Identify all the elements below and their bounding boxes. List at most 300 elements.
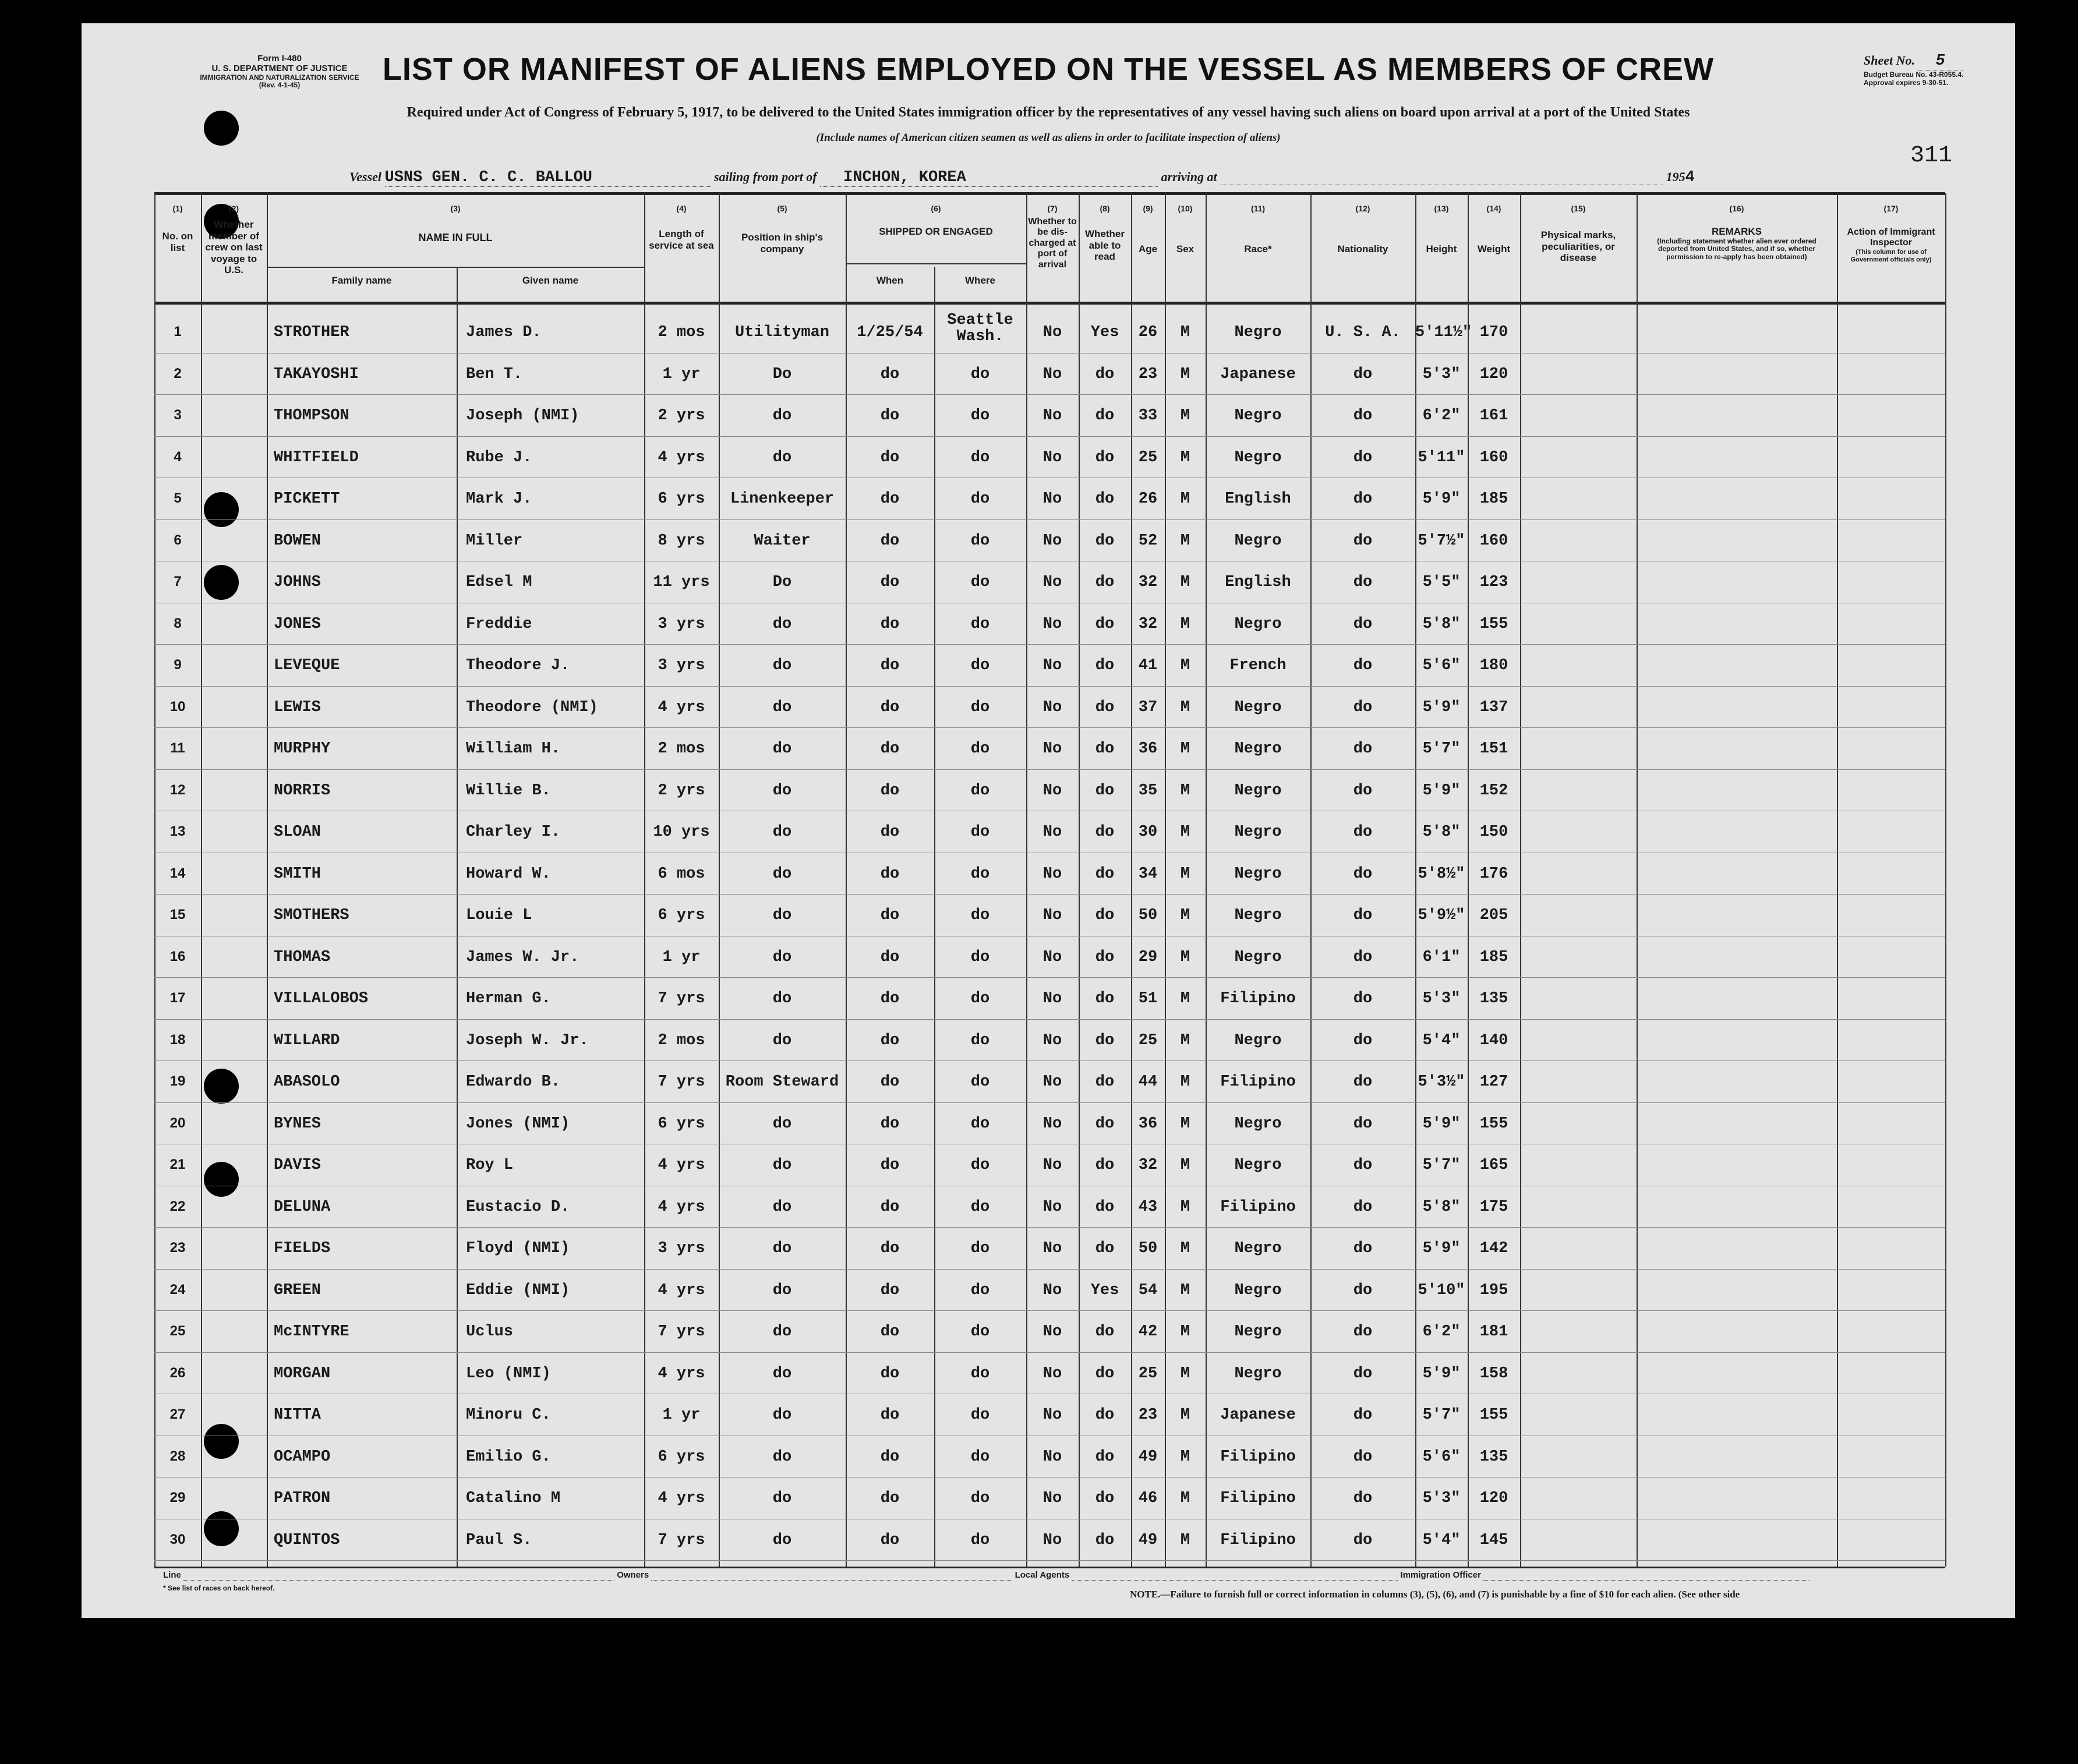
cell-length: 6 yrs — [658, 907, 705, 924]
cell-discharged: No — [1042, 1281, 1062, 1299]
cell-read: do — [1095, 407, 1115, 425]
cell-given: Paul S. — [466, 1531, 532, 1549]
cell-length: 1 yr — [662, 1406, 701, 1424]
cell-discharged: No — [1042, 574, 1062, 591]
cell-read: do — [1095, 1157, 1115, 1174]
cell-no: 11 — [170, 740, 185, 756]
cell-discharged: No — [1042, 1364, 1062, 1383]
cell-when: do — [880, 1240, 900, 1257]
cell-no: 16 — [169, 948, 186, 964]
cell-discharged: No — [1042, 1198, 1062, 1216]
cell-nationality: do — [1353, 1406, 1373, 1424]
cell-no: 15 — [169, 907, 186, 922]
cell-read: do — [1095, 365, 1115, 383]
cell-where: do — [970, 740, 990, 758]
row-rule — [154, 1227, 1945, 1228]
col6-header — [846, 204, 1026, 238]
cell-race: Filipino — [1220, 1073, 1296, 1091]
col-label: Action of Immigrant Inspector — [1847, 227, 1935, 248]
cell-sex: M — [1180, 532, 1190, 550]
cell-no: 30 — [169, 1531, 186, 1547]
cell-length: 2 mos — [658, 324, 705, 341]
cell-sex: M — [1180, 615, 1190, 633]
cell-length: 6 yrs — [658, 1115, 705, 1133]
cell-when: do — [880, 657, 900, 674]
cell-when: do — [880, 532, 900, 550]
cell-position: do — [772, 1448, 792, 1466]
cell-given: James W. Jr. — [466, 948, 579, 966]
cell-when: do — [880, 990, 900, 1008]
cell-family: THOMPSON — [274, 407, 349, 425]
cell-sex: M — [1180, 1240, 1190, 1257]
cell-when: do — [880, 907, 900, 924]
col-label: Age — [1138, 243, 1158, 255]
row-rule — [154, 769, 1945, 770]
page-number: 311 — [1910, 143, 1953, 169]
punch-hole — [204, 1069, 239, 1104]
cell-when: do — [880, 948, 900, 966]
col10-header — [1165, 204, 1206, 255]
cell-given: Howard W. — [466, 865, 551, 883]
cell-no: 17 — [169, 990, 186, 1006]
cell-no: 23 — [169, 1240, 186, 1256]
cell-read: do — [1095, 698, 1115, 716]
cell-given: James D. — [466, 324, 542, 341]
cell-given: Roy L — [466, 1157, 514, 1174]
cell-weight: 120 — [1479, 1490, 1508, 1507]
cell-family: BOWEN — [274, 532, 321, 550]
cell-given: Jones (NMI) — [466, 1115, 570, 1133]
cell-race: French — [1229, 657, 1287, 674]
cell-weight: 205 — [1479, 907, 1508, 924]
cell-length: 6 mos — [658, 865, 705, 883]
cell-position: do — [772, 782, 792, 800]
year-prefix: 195 — [1666, 169, 1685, 184]
cell-nationality: do — [1353, 907, 1373, 924]
cell-race: Negro — [1234, 1031, 1282, 1049]
service: IMMIGRATION AND NATURALIZATION SERVICE — [200, 73, 359, 82]
cell-sex: M — [1180, 1157, 1190, 1174]
col-label: Whether to be dis-charged at port of arrival — [1028, 217, 1077, 270]
cell-length: 1 yr — [662, 365, 701, 383]
col2-header — [201, 204, 267, 276]
cell-discharged: No — [1042, 365, 1062, 383]
cell-position: do — [772, 1031, 792, 1049]
vessel-line — [349, 169, 1980, 187]
cell-where: do — [970, 407, 990, 425]
cell-position: do — [772, 1240, 792, 1257]
cell-when: do — [880, 1490, 900, 1507]
cell-read: Yes — [1090, 324, 1119, 341]
col-number: (5) — [777, 204, 787, 213]
cell-no: 19 — [169, 1073, 186, 1089]
col-note: (Including statement whether alien ever ordered deported from United States, and if so, whether permission to re-apply has been obtained) — [1657, 236, 1817, 261]
cell-discharged: No — [1042, 698, 1062, 716]
cell-given: Minoru C. — [466, 1406, 551, 1424]
col-number: (7) — [1047, 204, 1058, 213]
cell-position: do — [772, 657, 792, 674]
cell-family: SMOTHERS — [274, 907, 349, 924]
cell-sex: M — [1180, 1531, 1190, 1549]
cell-race: English — [1225, 490, 1291, 508]
punch-hole — [204, 492, 239, 527]
cell-family: DELUNA — [274, 1198, 331, 1216]
cell-read: do — [1095, 490, 1115, 508]
cell-height: 5'10" — [1418, 1281, 1465, 1299]
col1-header — [154, 204, 201, 253]
cell-when: do — [880, 698, 900, 716]
revision: (Rev. 4-1-45) — [259, 81, 301, 90]
cell-nationality: do — [1353, 1031, 1373, 1049]
cell-when: do — [880, 615, 900, 633]
cell-weight: 158 — [1479, 1364, 1508, 1383]
cell-height: 5'4" — [1422, 1531, 1461, 1549]
cell-family: TAKAYOSHI — [274, 365, 359, 383]
cell-where: do — [970, 1323, 990, 1341]
cell-position: Do — [772, 365, 792, 383]
cell-read: do — [1095, 907, 1115, 924]
cell-age: 50 — [1138, 907, 1158, 924]
cell-length: 2 yrs — [658, 407, 705, 425]
col11-header — [1206, 204, 1310, 255]
cell-discharged: No — [1042, 1240, 1062, 1257]
cell-discharged: No — [1042, 740, 1062, 758]
cell-length: 4 yrs — [658, 1281, 705, 1299]
cell-position: Room Steward — [725, 1073, 839, 1091]
col-label: Weight — [1477, 243, 1511, 255]
cell-read: do — [1095, 532, 1115, 550]
cell-given: Floyd (NMI) — [466, 1240, 570, 1257]
cell-read: do — [1095, 1364, 1115, 1383]
cell-where: do — [970, 1198, 990, 1216]
punch-hole — [204, 1424, 239, 1459]
cell-given: Willie B. — [466, 782, 551, 800]
cell-weight: 137 — [1479, 698, 1508, 716]
cell-age: 36 — [1138, 1115, 1158, 1133]
col-label: Physical marks, peculiarities, or disease — [1540, 229, 1616, 264]
cell-height: 5'8" — [1422, 615, 1461, 633]
col3-header — [267, 204, 644, 244]
arriving-port — [1220, 169, 1663, 185]
cell-height: 5'6" — [1422, 1448, 1461, 1466]
owners-field — [651, 1570, 1012, 1581]
cell-no: 20 — [169, 1115, 186, 1131]
cell-height: 5'8" — [1422, 823, 1461, 841]
punch-hole — [204, 1162, 239, 1197]
col-label: No. on list — [162, 231, 193, 253]
cell-height: 5'8½" — [1418, 865, 1465, 883]
sailing-port: INCHON, KOREA — [820, 169, 1158, 187]
cell-where: do — [970, 490, 990, 508]
cell-family: PATRON — [274, 1490, 331, 1507]
col-label: NAME IN FULL — [418, 232, 493, 244]
cell-race: Negro — [1234, 865, 1282, 883]
cell-weight: 195 — [1479, 1281, 1508, 1299]
cell-position: do — [772, 823, 792, 841]
cell-age: 46 — [1138, 1490, 1158, 1507]
col-label: Nationality — [1337, 243, 1388, 255]
cell-nationality: do — [1353, 365, 1373, 383]
cell-family: LEVEQUE — [274, 657, 340, 674]
cell-discharged: No — [1042, 865, 1062, 883]
cell-age: 44 — [1138, 1073, 1158, 1091]
cell-race: Negro — [1234, 1240, 1282, 1257]
row-rule — [154, 1310, 1945, 1311]
cell-given: Herman G. — [466, 990, 551, 1008]
cell-where: do — [970, 1031, 990, 1049]
cell-where: do — [970, 1157, 990, 1174]
cell-race: Negro — [1234, 948, 1282, 966]
cell-sex: M — [1180, 1490, 1190, 1507]
cell-given: Leo (NMI) — [466, 1364, 551, 1383]
cell-race: Negro — [1234, 1115, 1282, 1133]
cell-where: do — [970, 448, 990, 466]
cell-height: 5'8" — [1422, 1198, 1461, 1216]
cell-when: do — [880, 448, 900, 466]
cell-family: LEWIS — [274, 698, 321, 716]
cell-when: do — [880, 823, 900, 841]
cell-race: English — [1225, 574, 1291, 591]
cell-given: Theodore J. — [466, 657, 570, 674]
cell-age: 50 — [1138, 1240, 1158, 1257]
sheet-number: 5 — [1918, 52, 1963, 70]
cell-age: 42 — [1138, 1323, 1158, 1341]
cell-weight: 155 — [1479, 615, 1508, 633]
cell-where: do — [970, 657, 990, 674]
cell-discharged: No — [1042, 532, 1062, 550]
col-number: (1) — [172, 204, 183, 213]
cell-read: do — [1095, 865, 1115, 883]
penalty-note: NOTE.—Failure to furnish full or correct information in columns (3), (5), (6), and (7) is punishable by a fine of $10 for each alien. (See other side — [1130, 1589, 1740, 1600]
row-rule — [154, 519, 1945, 520]
col-number: (3) — [450, 204, 461, 213]
cell-when: do — [880, 574, 900, 591]
col-number: (4) — [676, 204, 687, 213]
cell-family: MORGAN — [274, 1364, 331, 1383]
cell-when: do — [880, 1115, 900, 1133]
year-digit: 4 — [1685, 169, 1695, 186]
cell-age: 41 — [1138, 657, 1158, 674]
cell-read: do — [1095, 1406, 1115, 1424]
cell-position: Linenkeeper — [730, 490, 835, 508]
col-note: (This column for use of Government officials only) — [1850, 248, 1932, 263]
cell-position: Do — [772, 574, 792, 591]
cell-sex: M — [1180, 990, 1190, 1008]
approval: Approval expires 9-30-51. — [1864, 78, 1949, 87]
cell-no: 2 — [174, 365, 182, 381]
cell-sex: M — [1180, 865, 1190, 883]
cell-age: 25 — [1138, 1031, 1158, 1049]
col14-header — [1468, 204, 1520, 255]
cell-nationality: do — [1353, 574, 1373, 591]
cell-discharged: No — [1042, 948, 1062, 966]
cell-length: 4 yrs — [658, 448, 705, 466]
col-label: Position in ship's company — [741, 232, 824, 254]
cell-family: SMITH — [274, 865, 321, 883]
cell-weight: 185 — [1479, 948, 1508, 966]
cell-given: Joseph (NMI) — [466, 407, 579, 425]
cell-length: 8 yrs — [658, 532, 705, 550]
cell-discharged: No — [1042, 782, 1062, 800]
cell-nationality: do — [1353, 1073, 1373, 1091]
col-label: Sex — [1176, 243, 1195, 255]
cell-when: 1/25/54 — [857, 324, 923, 341]
cell-read: do — [1095, 657, 1115, 674]
cell-family: OCAMPO — [274, 1448, 331, 1466]
document-subnote: (Include names of American citizen seamen as well as aliens in order to facilitate inspection of aliens) — [816, 132, 1281, 144]
cell-race: Negro — [1234, 907, 1282, 924]
cell-nationality: do — [1353, 1448, 1373, 1466]
cell-height: 5'7½" — [1418, 532, 1465, 550]
cell-height: 5'9½" — [1418, 907, 1465, 924]
cell-where: do — [970, 532, 990, 550]
when-header: When — [876, 275, 904, 286]
cell-no: 24 — [169, 1281, 186, 1298]
cell-given: Louie L — [466, 907, 532, 924]
cell-position: do — [772, 1531, 792, 1549]
cell-weight: 160 — [1479, 532, 1508, 550]
cell-position: do — [772, 1281, 792, 1299]
cell-age: 35 — [1138, 782, 1158, 800]
column-rule — [457, 267, 458, 1567]
cell-family: WHITFIELD — [274, 448, 359, 466]
cell-race: Filipino — [1220, 990, 1296, 1008]
cell-family: McINTYRE — [274, 1323, 349, 1341]
cell-nationality: do — [1353, 823, 1373, 841]
col16-header — [1637, 204, 1837, 261]
col-label: Whether member of crew on last voyage to U.S. — [205, 219, 263, 276]
cell-age: 43 — [1138, 1198, 1158, 1216]
col4-header — [644, 204, 719, 251]
cell-nationality: do — [1353, 1364, 1373, 1383]
cell-age: 25 — [1138, 448, 1158, 466]
cell-read: do — [1095, 990, 1115, 1008]
cell-length: 2 mos — [658, 740, 705, 758]
row-rule — [154, 727, 1945, 728]
cell-read: do — [1095, 1531, 1115, 1549]
cell-no: 25 — [169, 1323, 186, 1339]
cell-family: BYNES — [274, 1115, 321, 1133]
given-name-header: Given name — [522, 275, 579, 286]
document-title: LIST OR MANIFEST OF ALIENS EMPLOYED ON THE VESSEL AS MEMBERS OF CREW — [382, 52, 1715, 87]
cell-length: 4 yrs — [658, 1157, 705, 1174]
cell-sex: M — [1180, 1073, 1190, 1091]
row-rule — [154, 436, 1945, 437]
document-subtitle: Required under Act of Congress of February 5, 1917, to be delivered to the United States immigration officer by the representatives of any vessel having such aliens on board upon arrival at a port of the United States — [407, 105, 1690, 120]
cell-no: 22 — [169, 1198, 186, 1214]
cell-age: 32 — [1138, 574, 1158, 591]
cell-position: do — [772, 407, 792, 425]
cell-when: do — [880, 490, 900, 508]
col-number: (12) — [1355, 204, 1370, 213]
cell-weight: 151 — [1479, 740, 1508, 758]
signature-line — [163, 1570, 1945, 1581]
vessel-name: USNS GEN. C. C. BALLOU — [385, 169, 711, 187]
cell-position: do — [772, 865, 792, 883]
cell-height: 5'7" — [1422, 1406, 1461, 1424]
cell-read: do — [1095, 1323, 1115, 1341]
cell-given: Eddie (NMI) — [466, 1281, 570, 1299]
cell-where: do — [970, 1281, 990, 1299]
cell-race: Negro — [1234, 698, 1282, 716]
cell-no: 6 — [174, 532, 182, 548]
cell-age: 30 — [1138, 823, 1158, 841]
cell-nationality: do — [1353, 865, 1373, 883]
cell-weight: 160 — [1479, 448, 1508, 466]
arriving-label: arriving at — [1161, 169, 1217, 184]
cell-race: Negro — [1234, 448, 1282, 466]
row-rule — [154, 686, 1945, 687]
cell-age: 23 — [1138, 1406, 1158, 1424]
cell-where: do — [970, 365, 990, 383]
manifest-page — [82, 23, 2015, 1618]
cell-when: do — [880, 1406, 900, 1424]
cell-read: do — [1095, 1073, 1115, 1091]
cell-family: WILLARD — [274, 1031, 340, 1049]
cell-discharged: No — [1042, 907, 1062, 924]
cell-discharged: No — [1042, 615, 1062, 633]
col5-header — [719, 204, 846, 254]
cell-where: do — [970, 1448, 990, 1466]
cell-when: do — [880, 1364, 900, 1383]
cell-position: do — [772, 1490, 792, 1507]
row-rule — [154, 894, 1945, 895]
col12-header — [1310, 204, 1415, 255]
col-number: (6) — [931, 204, 941, 213]
shipped-subheader-rule — [846, 263, 1026, 264]
cell-weight: 181 — [1479, 1323, 1508, 1341]
cell-family: JOHNS — [274, 574, 321, 591]
column-rule — [1945, 193, 1946, 1567]
cell-discharged: No — [1042, 1115, 1062, 1133]
cell-weight: 165 — [1479, 1157, 1508, 1174]
cell-family: VILLALOBOS — [274, 990, 369, 1008]
row-rule — [154, 977, 1945, 978]
cell-age: 54 — [1138, 1281, 1158, 1299]
cell-discharged: No — [1042, 448, 1062, 466]
cell-weight: 120 — [1479, 365, 1508, 383]
cell-no: 18 — [169, 1031, 186, 1048]
cell-length: 10 yrs — [653, 823, 710, 841]
col-label: Whether able to read — [1085, 228, 1125, 263]
cell-race: Negro — [1234, 1281, 1282, 1299]
owners-label: Owners — [617, 1570, 649, 1580]
col-label: Race* — [1244, 243, 1272, 255]
cell-sex: M — [1180, 1115, 1190, 1133]
cell-race: Negro — [1234, 407, 1282, 425]
cell-discharged: No — [1042, 490, 1062, 508]
cell-height: 5'9" — [1422, 1364, 1461, 1383]
col7-header — [1026, 204, 1079, 270]
cell-position: do — [772, 1115, 792, 1133]
cell-discharged: No — [1042, 1073, 1062, 1091]
cell-length: 7 yrs — [658, 1073, 705, 1091]
col-label: SHIPPED OR ENGAGED — [879, 226, 993, 238]
cell-sex: M — [1180, 823, 1190, 841]
col-number: (13) — [1434, 204, 1449, 213]
punch-hole — [204, 1511, 239, 1546]
cell-read: do — [1095, 1240, 1115, 1257]
cell-discharged: No — [1042, 324, 1062, 341]
cell-length: 4 yrs — [658, 1364, 705, 1383]
cell-nationality: do — [1353, 1115, 1373, 1133]
cell-age: 32 — [1138, 1157, 1158, 1174]
department: U. S. DEPARTMENT OF JUSTICE — [211, 63, 348, 74]
cell-height: 5'9" — [1422, 698, 1461, 716]
column-rule — [1837, 193, 1838, 1567]
cell-sex: M — [1180, 1448, 1190, 1466]
cell-where: do — [970, 574, 990, 591]
